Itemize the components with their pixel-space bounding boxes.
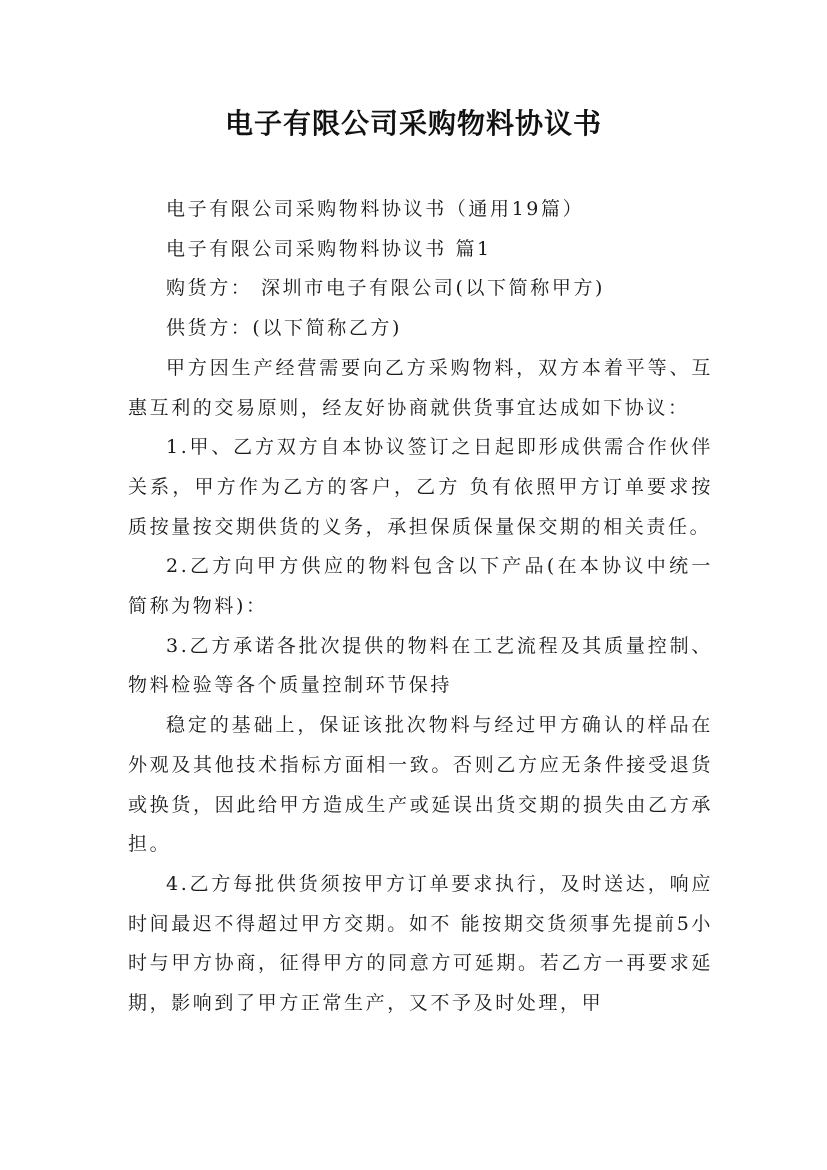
clause-4-paragraph: 4.乙方每批供货须按甲方订单要求执行，及时送达，响应时间最迟不得超过甲方交期。如不 能按期交货须事先提前5小时与甲方协商，征得甲方的同意方可延期。若乙方一再要求延期，影响到了甲方正常生产，又不予及时处理，甲: [128, 872, 713, 1015]
supplier-line: 供货方：(以下简称乙方): [166, 317, 403, 340]
subtitle-line: 电子有限公司采购物料协议书（通用19篇）: [166, 198, 585, 220]
document-title: 电子有限公司采购物料协议书: [224, 107, 602, 140]
buyer-line: 购货方： 深圳市电子有限公司(以下简称甲方): [166, 277, 606, 300]
clause-2-paragraph: 2.乙方向甲方供应的物料包含以下产品(在本协议中统一简称为物料)：: [128, 555, 713, 618]
clause-3-continuation-paragraph: 稳定的基础上，保证该批次物料与经过甲方确认的样品在外观及其他技术指标方面相一致。否则乙方应无条件接受退货或换货，因此给甲方造成生产或延误出货交期的损失由乙方承担。: [128, 714, 713, 856]
section-heading: 电子有限公司采购物料协议书 篇1: [166, 237, 492, 260]
clause-3-paragraph: 3.乙方承诺各批次提供的物料在工艺流程及其质量控制、物料检验等各个质量控制环节保持: [128, 634, 713, 697]
clause-1-paragraph: 1.甲、乙方双方自本协议签订之日起即形成供需合作伙伴关系，甲方作为乙方的客户，乙方 负有依照甲方订单要求按质按量按交期供货的义务，承担保质保量保交期的相关责任。: [128, 436, 713, 538]
document-body: [128, 190, 713, 1024]
preamble-paragraph: 甲方因生产经营需要向乙方采购物料，双方本着平等、互惠互利的交易原则，经友好协商就供货事宜达成如下协议：: [128, 356, 713, 419]
